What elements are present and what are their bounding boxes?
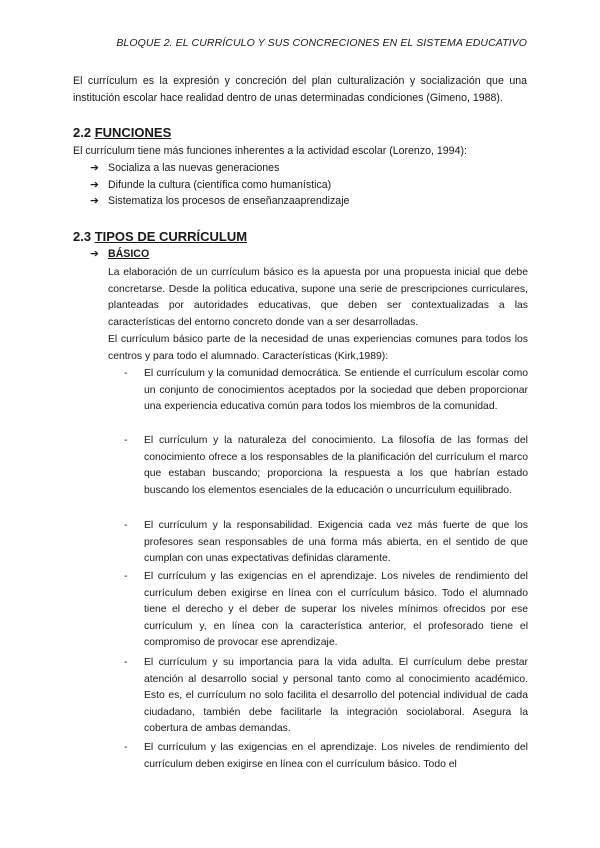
section-number: 2.2: [73, 125, 92, 140]
characteristic-item: - El currículum y su importancia para la vida adulta. El currículum debe prestar atención al desarrollo social y personal tanto como al conocimiento académico. Esto es, el currículum no solo facilita el desarrollo del potencial individual de cada ciudadano, también debe facilitarle la integración sociolaboral. Asegura la cobertura de ambas demandas.: [124, 657, 528, 735]
section-title: TIPOS DE CURRÍCULUM: [94, 229, 248, 244]
arrow-right-icon: ➔: [90, 162, 99, 174]
arrow-right-icon: ➔: [90, 179, 99, 191]
section-number: 2.3: [73, 229, 92, 244]
arrow-right-icon: ➔: [90, 195, 99, 207]
list-item: ➔ Sistematiza los procesos de enseñanzaaprendizaje: [90, 193, 349, 210]
basico-paragraph-1: La elaboración de un currículum básico es la apuesta por una propuesta inicial que debe concretarse. Desde la política educativa, supone una serie de prescripciones curriculares, planteadas por autoridades educativas, que deben ser contextualizadas a las características del entorno concreto donde van a ser desarrolladas.: [108, 267, 528, 328]
arrow-right-icon: ➔: [90, 248, 99, 260]
characteristic-item: - El currículum y la comunidad democrática. Se entiende el currículum escolar como un conjunto de conocimientos aceptados por la sociedad que deben proporcionar una experiencia educativa común para todos los miembros de la comunidad.: [124, 368, 528, 413]
characteristic-item: - El currículum y las exigencias en el aprendizaje. Los niveles de rendimiento del currículum deben exigirse en línea con el currículum básico. Todo el: [124, 742, 528, 770]
section-heading-funciones: [73, 125, 171, 140]
basico-paragraph-2: El currículum básico parte de la necesidad de unas experiencias comunes para todos los centros y para todo el alumnado. Características (Kirk,1989):: [108, 334, 528, 362]
characteristic-item: - El currículum y las exigencias en el aprendizaje. Los niveles de rendimiento del currículum deben exigirse en línea con el currículum básico. Todo el alumnado tiene el derecho y el deber de superar los niveles mínimos ofrecidos por ese currículum y, en línea con la característica anterior, el profesorado tiene el compromiso de provocar ese aprendizaje.: [124, 571, 528, 649]
funciones-lead: El currículum tiene más funciones inherentes a la actividad escolar (Lorenzo, 1994):: [73, 145, 467, 157]
list-item: ➔ Socializa a las nuevas generaciones: [90, 160, 279, 177]
subsection-heading-basico: ➔ BÁSICO: [90, 248, 150, 260]
characteristic-item: - El currículum y la naturaleza del conocimiento. La filosofía de las formas del conocimiento ofrece a los responsables de la planificación del currículum el marco que estaban buscando; proporciona la respuesta a los que habrían estado buscando los elementos esenciales de la educación o uncurrículum equilibrado.: [124, 435, 528, 496]
section-heading-tipos: [73, 229, 247, 244]
characteristic-item: - El currículum y la responsabilidad. Exigencia cada vez más fuerte de que los profesores sean responsables de una forma más abierta, en el sentido de que cumplan con unas expectativas definidas claramente.: [124, 520, 528, 565]
intro-paragraph: El currículum es la expresión y concreción del plan culturalización y socialización que una institución escolar hace realidad dentro de unas determinadas condiciones (Gimeno, 1988).: [73, 75, 527, 104]
section-title: FUNCIONES: [94, 125, 172, 140]
running-header: BLOQUE 2. EL CURRÍCULO Y SUS CONCRECIONES EN EL SISTEMA EDUCATIVO: [116, 37, 527, 49]
list-item: ➔ Difunde la cultura (científica como humanística): [90, 177, 331, 194]
